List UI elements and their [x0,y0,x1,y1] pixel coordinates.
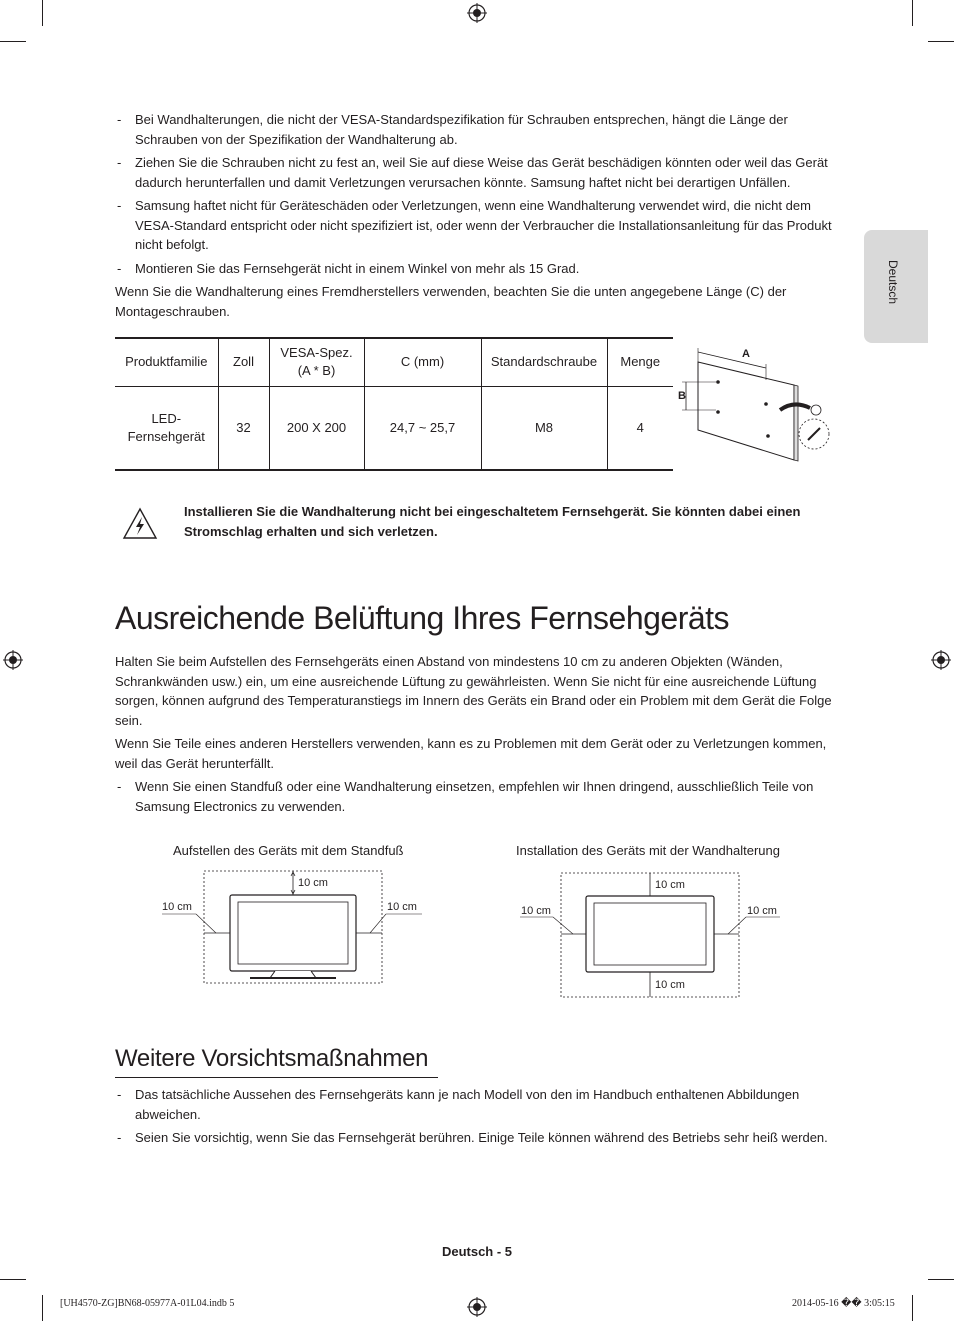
screw-length-note: Wenn Sie die Wandhalterung eines Fremdherstellers verwenden, beachten Sie die unten angegebene Länge (C) der Montageschrauben. [115,284,787,319]
table-header: Zoll [218,338,269,386]
crop-mark [928,41,954,42]
list-item: - Wenn Sie einen Standfuß oder eine Wandhalterung einsetzen, empfehlen wir Ihnen dringend, ausschließlich Teile von Samsung Electronics zu verwenden. [117,779,814,814]
wall-mount-screw-diagram [676,340,836,465]
registration-mark-icon [931,650,951,670]
page-number: Deutsch - 5 [441,1244,513,1259]
paragraph: Halten Sie beim Aufstellen des Fernsehgeräts einen Abstand von mindestens 10 cm zu anderen Objekten (Wänden, Schrankwänden usw.) ein, um eine ausreichende Lüftung zu gewährleisten. Wenn Sie nicht für eine ausreichende Lüftung sorgen, können aufgrund des Temperaturanstiegs im Innern des Geräts ein Brand oder ein Problem mit dem Gerät die Folge sein. [115,654,832,728]
crop-mark [0,1279,26,1280]
section-subtitle: Weitere Vorsichtsmaßnahmen [115,1045,429,1072]
crop-mark [42,1295,43,1321]
section-title: Ausreichende Belüftung Ihres Fernsehgeräts [115,600,730,636]
language-tab [864,230,928,343]
table-header: C (mm) [364,338,481,386]
list-item: - Seien Sie vorsichtig, wenn Sie das Fernsehgerät berühren. Einige Teile können während des Betriebs sehr heiß werden. [117,1130,828,1145]
list-item: - Samsung haftet nicht für Geräteschäden oder Verletzungen, wenn eine Wandhalterung verwendet wird, die nicht dem VESA-Standard entspricht oder nicht spezifiziert ist, oder wenn der Verbraucher die Installationsanleitung für das Produkt nicht befolgt. [117,198,832,252]
language-tab-label: Deutsch [886,260,900,305]
paragraph: Wenn Sie Teile eines anderen Herstellers verwenden, kann es zu Problemen mit dem Gerät oder zu Verletzungen kommen, weil das Gerät herunterfällt. [115,736,827,771]
print-slug-right: 2014-05-16 �� 3:05:15 [792,1298,895,1309]
list-item: - Bei Wandhalterungen, die nicht der VESA-Standardspezifikation für Schrauben entsprechen, hängt die Länge der Schrauben von der Spezifikation der Wandhalterung ab. [117,112,788,147]
registration-mark-icon [3,650,23,670]
table-cell: 24,7 ~ 25,7 [364,386,481,470]
crop-mark [912,0,913,26]
table-header: VESA-Spez. (A * B) [269,338,364,386]
wall-diagram-caption: Installation des Geräts mit der Wandhalterung [516,843,780,858]
wall-mount-notes [115,110,835,325]
left-clearance-label: 10 cm [521,905,551,917]
electric-shock-warning-icon [122,507,158,541]
list-item: - Das tatsächliche Aussehen des Fernsehgeräts kann je nach Modell von den im Handbuch enthaltenen Abbildungen abweichen. [117,1087,800,1122]
table-header: Produktfamilie [125,354,208,370]
crop-mark [42,0,43,26]
dimension-b-label: B [678,390,686,402]
subtitle-underline [115,1077,438,1078]
crop-mark [0,41,26,42]
table-row [115,386,673,470]
print-slug-left: [UH4570-ZG]BN68-05977A-01L04.indb 5 [60,1298,235,1309]
bottom-clearance-label: 10 cm [655,979,685,991]
screw-spec-table-wrap [115,337,673,471]
table-cell: LED- Fernsehgerät [127,410,205,444]
screw-spec-table [115,337,673,471]
crop-mark [912,1295,913,1321]
precautions-list [115,1085,835,1152]
ventilation-text [115,652,835,820]
wall-clearance-diagram [518,868,788,1000]
crop-mark [928,1279,954,1280]
dimension-a-label: A [742,348,750,360]
list-item: - Ziehen Sie die Schrauben nicht zu fest an, weil Sie auf diese Weise das Gerät beschädigen könnten oder weil das Gerät dadurch herunterfallen und damit Verletzungen verursachen könnte. Samsung haftet nicht bei derartigen Unfällen. [117,155,828,190]
table-header-row [115,338,673,386]
top-clearance-label: 10 cm [655,879,685,891]
table-header: Standardschraube [481,338,607,386]
stand-clearance-diagram [160,866,430,986]
stand-diagram-caption: Aufstellen des Geräts mit dem Standfuß [173,843,404,858]
top-clearance-label: 10 cm [298,877,328,889]
right-clearance-label: 10 cm [387,901,417,913]
registration-mark-icon [467,3,487,23]
table-cell: 200 X 200 [269,386,364,470]
table-cell: M8 [481,386,607,470]
list-item: - Montieren Sie das Fernsehgerät nicht in einem Winkel von mehr als 15 Grad. [117,260,580,276]
registration-mark-icon [467,1297,487,1317]
left-clearance-label: 10 cm [162,901,192,913]
table-header: Menge [607,338,673,386]
table-cell: 4 [607,386,673,470]
right-clearance-label: 10 cm [747,905,777,917]
table-cell: 32 [218,386,269,470]
warning-text: Installieren Sie die Wandhalterung nicht bei eingeschaltetem Fernsehgerät. Sie könnten dabei einen Stromschlag erhalten und sich verletzen. [184,504,801,539]
